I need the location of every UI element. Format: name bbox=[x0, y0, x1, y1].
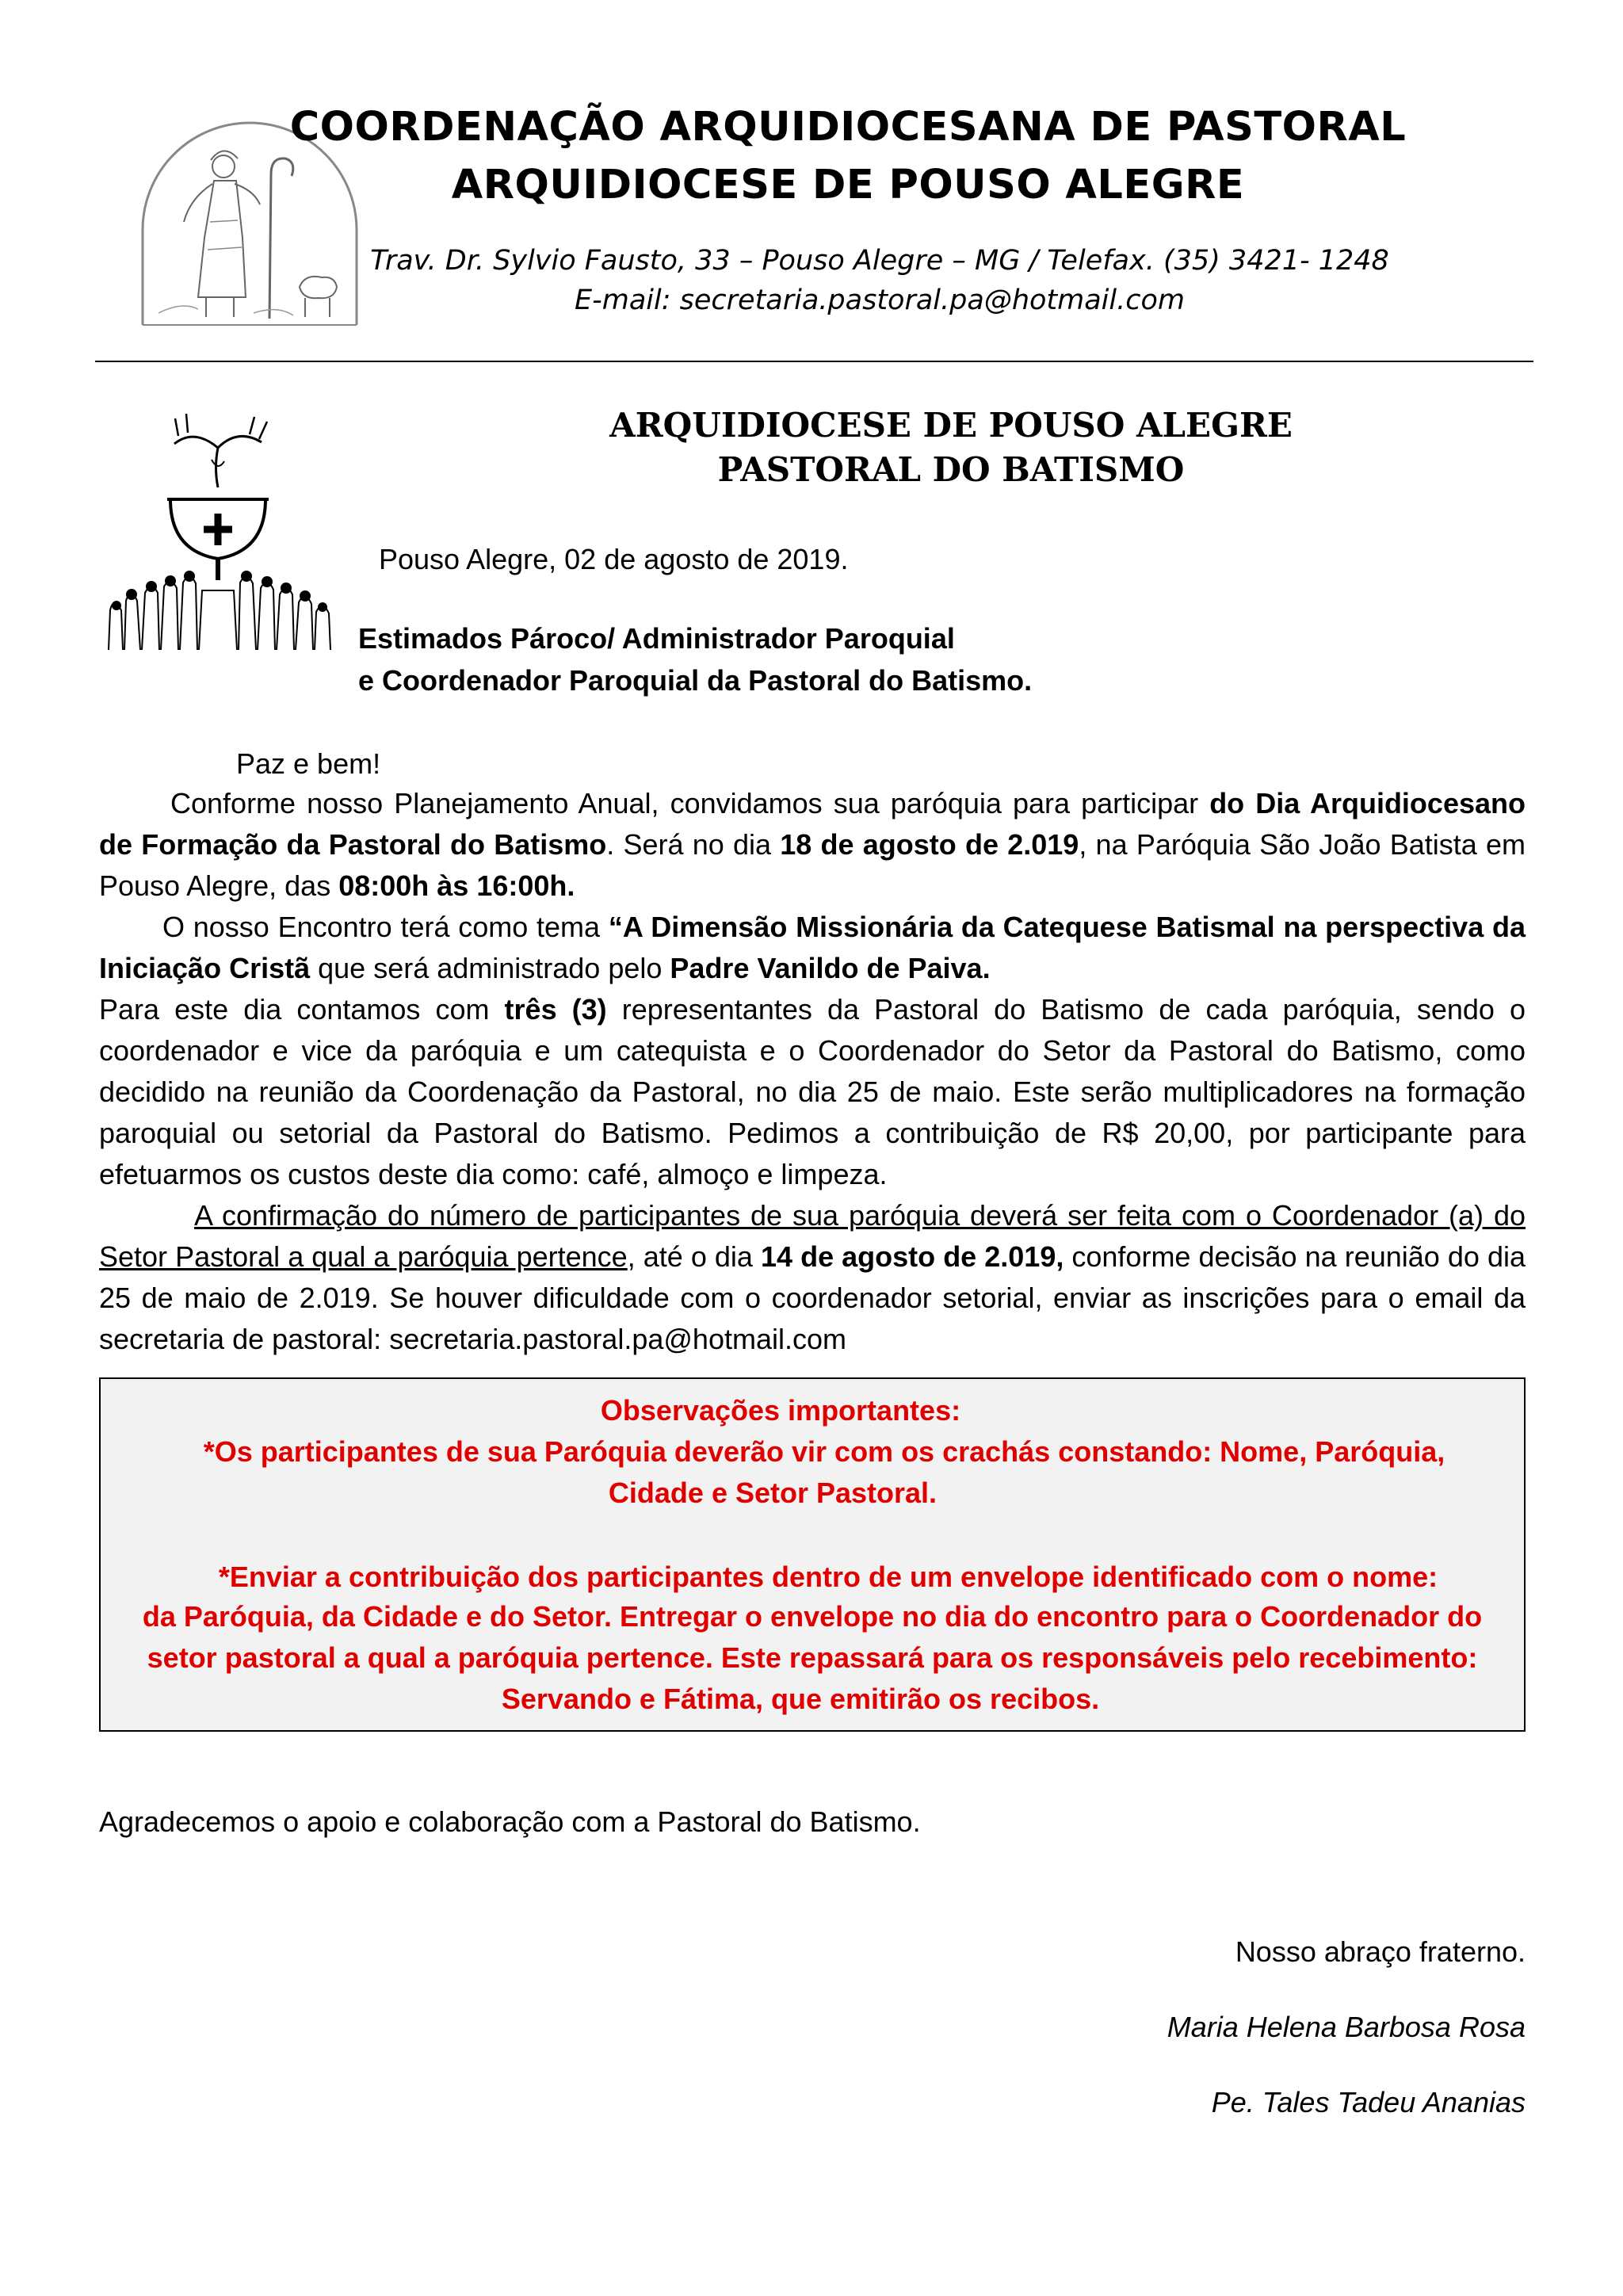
note2-line3: setor pastoral a qual a paróquia pertence. Este repassará para os responsáveis pelo recebimento: bbox=[147, 1641, 1478, 1674]
heading-pastoral: PASTORAL DO BATISMO bbox=[717, 450, 1185, 489]
p4-text-b: , até o dia bbox=[627, 1240, 761, 1273]
paragraph-invitation bbox=[99, 783, 1526, 907]
baptism-emblem-logo bbox=[99, 412, 337, 658]
p2-text-a: O nosso Encontro terá como tema bbox=[162, 911, 609, 943]
paragraph-confirmation bbox=[99, 1195, 1526, 1360]
note2-line2: da Paróquia, da Cidade e do Setor. Entregar o envelope no dia do encontro para o Coordenador do bbox=[142, 1600, 1483, 1633]
date-line: Pouso Alegre, 02 de agosto de 2019. bbox=[379, 543, 849, 575]
note2-line1: *Enviar a contribuição dos participantes dentro de um envelope identificado com o nome: bbox=[218, 1561, 1438, 1593]
salutation-line2: e Coordenador Paroquial da Pastoral do Batismo. bbox=[358, 664, 1033, 697]
p2-text-c: que será administrado pelo bbox=[310, 952, 670, 984]
greeting: Paz e bem! bbox=[236, 747, 381, 780]
p3-text-c: representantes da Pastoral do Batismo de cada paróquia, sendo o coordenador e vice da paróquia e um catequista e o Coordenador do Setor da Pastoral do Batismo, como decidido na reunião da Coordenação da Pastoral, no dia 25 de maio. Este serão multiplicadores na formação paroquial ou setorial da Pastoral do Batismo. Pedimos a contribuição de R$ 20,00, por participante para efetuarmos os custos deste dia como: café, almoço e limpeza. bbox=[99, 993, 1526, 1190]
paragraph-representatives bbox=[99, 989, 1526, 1195]
p2-speaker: Padre Vanildo de Paiva. bbox=[670, 952, 991, 984]
p1-text-a: Conforme nosso Planejamento Anual, convidamos sua paróquia para participar bbox=[170, 787, 1210, 819]
p1-event-name: do Dia Arquidiocesano de Formação da Pastoral do Batismo bbox=[99, 787, 1526, 861]
p4-text-d: conforme decisão na reunião do dia 25 de maio de 2.019. Se houver dificuldade com o coordenador setorial, enviar as inscrições para o email da secretaria de pastoral: secretaria.pastoral.pa@hotmail.com bbox=[99, 1240, 1526, 1355]
p1-event-time: 08:00h às 16:00h. bbox=[338, 869, 575, 902]
p2-theme: “A Dimensão Missionária da Catequese Batismal na perspectiva da Iniciação Cristã bbox=[99, 911, 1526, 984]
closing-line: Nosso abraço fraterno. bbox=[1235, 1935, 1526, 1968]
thanks-line: Agradecemos o apoio e colaboração com a Pastoral do Batismo. bbox=[99, 1805, 921, 1838]
p1-event-date: 18 de agosto de 2.019 bbox=[780, 828, 1079, 861]
paragraph-theme bbox=[99, 907, 1526, 989]
notes-title: Observações importantes: bbox=[600, 1394, 961, 1427]
note1-line1: *Os participantes de sua Paróquia deverão vir com os crachás constando: Nome, Paróquia, bbox=[203, 1435, 1445, 1468]
p1-text-c: . Será no dia bbox=[606, 828, 781, 861]
p3-text-a: Para este dia contamos com bbox=[99, 993, 505, 1026]
letterhead-title-line1: COORDENAÇÃO ARQUIDIOCESANA DE PASTORAL bbox=[289, 104, 1407, 151]
header-divider bbox=[95, 361, 1533, 362]
p3-count: três (3) bbox=[504, 993, 607, 1026]
p1-text-e: , na Paróquia São João Batista em Pouso Alegre, das bbox=[99, 828, 1526, 902]
signature-name-1: Maria Helena Barbosa Rosa bbox=[1167, 2011, 1526, 2043]
important-notes-box bbox=[99, 1377, 1526, 1732]
letterhead-email: E-mail: secretaria.pastoral.pa@hotmail.com bbox=[574, 285, 1186, 316]
salutation-line1: Estimados Pároco/ Administrador Paroquial bbox=[358, 622, 955, 655]
heading-archdiocese: ARQUIDIOCESE DE POUSO ALEGRE bbox=[609, 406, 1293, 445]
p4-underlined: A confirmação do número de participantes de sua paróquia deverá ser feita com o Coordenador (a) do Setor Pastoral a qual a paróquia pertence bbox=[99, 1199, 1526, 1273]
p4-deadline: 14 de agosto de 2.019, bbox=[761, 1240, 1064, 1273]
note2-line4: Servando e Fátima, que emitirão os recibos. bbox=[501, 1683, 1100, 1715]
note1-line2: Cidade e Setor Pastoral. bbox=[608, 1477, 938, 1509]
letterhead-address: Trav. Dr. Sylvio Fausto, 33 – Pouso Alegre – MG / Telefax. (35) 3421- 1248 bbox=[370, 245, 1389, 277]
signature-name-2: Pe. Tales Tadeu Ananias bbox=[1211, 2086, 1526, 2118]
letterhead-title-line2: ARQUIDIOCESE DE POUSO ALEGRE bbox=[451, 162, 1245, 208]
